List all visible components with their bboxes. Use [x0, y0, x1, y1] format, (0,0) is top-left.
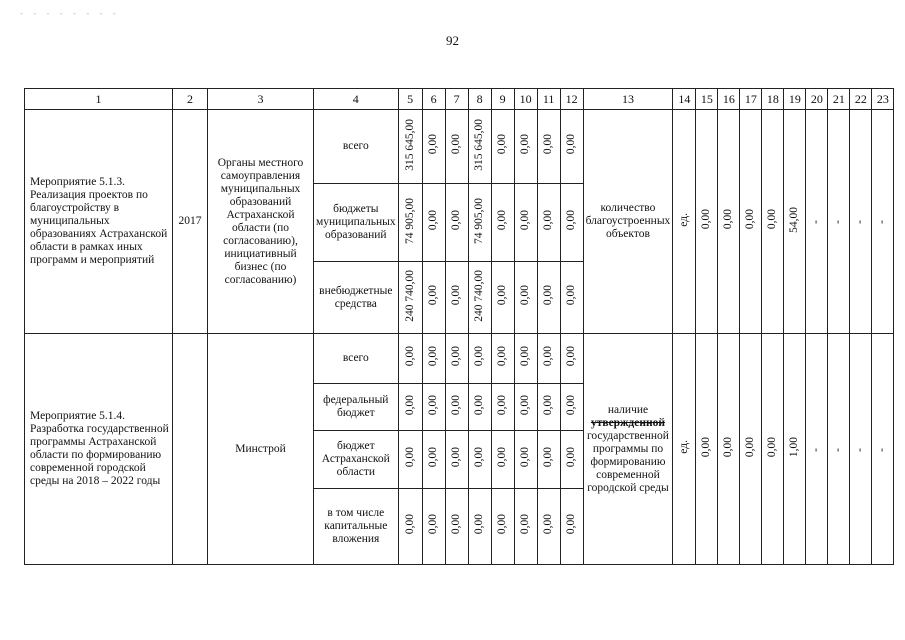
unit-text: ед. — [677, 440, 690, 454]
funding-source-cell: бюджет Астраханской области — [314, 431, 399, 489]
unit-text: ед. — [677, 212, 690, 227]
column-header: 13 — [583, 89, 673, 110]
value-text: 0,00 — [519, 514, 532, 535]
column-header: 8 — [468, 89, 491, 110]
program-table — [24, 88, 894, 565]
value-text: 0,00 — [519, 134, 532, 155]
value-cell — [514, 384, 537, 431]
value-cell — [560, 384, 583, 431]
target-cell — [762, 334, 784, 565]
value-text: 0,00 — [450, 285, 463, 306]
value-cell — [468, 431, 491, 489]
value-cell — [422, 384, 445, 431]
target-cell — [806, 334, 828, 565]
column-header: 1 — [25, 89, 173, 110]
target-text: - — [876, 220, 889, 224]
value-text: 0,00 — [473, 346, 486, 367]
target-cell — [740, 110, 762, 334]
value-cell — [398, 262, 422, 334]
column-header: 2 — [173, 89, 208, 110]
value-text: 0,00 — [450, 394, 463, 416]
column-header: 21 — [828, 89, 850, 110]
value-cell — [537, 110, 560, 184]
column-header: 20 — [806, 89, 828, 110]
indicator-cell: количество благоустроенных объектов — [583, 110, 673, 334]
table-row — [25, 110, 894, 184]
column-header: 10 — [514, 89, 537, 110]
value-cell — [468, 110, 491, 184]
value-cell — [422, 334, 445, 384]
value-cell — [398, 431, 422, 489]
value-text: 0,00 — [473, 514, 486, 535]
value-text: 0,00 — [496, 346, 509, 367]
value-text: 0,00 — [496, 447, 509, 468]
target-cell — [828, 334, 850, 565]
value-text: 0,00 — [519, 210, 532, 231]
executor-cell: Органы местного самоуправления муниципальных образований Астраханской области (по согласованию), инициативный бизнес (по согласованию) — [208, 110, 314, 334]
value-cell — [445, 262, 468, 334]
indicator-struck-word: утвержденной — [590, 416, 665, 429]
target-text: 0,00 — [744, 436, 757, 458]
value-text: 0,00 — [542, 285, 555, 306]
target-cell — [718, 110, 740, 334]
target-cell — [696, 110, 718, 334]
value-cell — [514, 489, 537, 565]
indicator-prefix: наличие — [607, 403, 649, 416]
column-header: 7 — [445, 89, 468, 110]
value-cell — [560, 262, 583, 334]
value-text: 240 740,00 — [473, 269, 486, 322]
value-text: 0,00 — [403, 346, 416, 367]
value-cell — [491, 262, 514, 334]
column-header: 3 — [208, 89, 314, 110]
target-cell — [784, 110, 806, 334]
value-cell — [468, 334, 491, 384]
value-text: 0,00 — [519, 394, 532, 416]
measure-cell: Мероприятие 5.1.3. Реализация проектов по благоустройству в муниципальных образованиях Астраханской области в рамках иных программ и мероприятий — [25, 110, 173, 334]
year-cell: 2017 — [173, 110, 208, 334]
value-text: 0,00 — [496, 285, 509, 306]
value-cell — [491, 489, 514, 565]
target-cell — [872, 110, 894, 334]
funding-source-cell: всего — [314, 334, 399, 384]
value-cell — [514, 184, 537, 262]
value-cell — [514, 334, 537, 384]
value-text: 315 645,00 — [473, 118, 486, 171]
value-cell — [398, 110, 422, 184]
target-text: - — [832, 447, 845, 452]
unit-cell — [673, 110, 696, 334]
value-text: 0,00 — [542, 447, 555, 468]
value-text: 0,00 — [496, 394, 509, 416]
value-text: 0,00 — [565, 134, 578, 155]
measure-cell: Мероприятие 5.1.4. Разработка государственной программы Астраханской области по формированию современной городской среды на 2018 – 2022 годы — [25, 334, 173, 565]
value-cell — [422, 489, 445, 565]
value-text: 0,00 — [450, 134, 463, 155]
value-cell — [514, 110, 537, 184]
target-text: - — [854, 220, 867, 224]
column-header: 19 — [784, 89, 806, 110]
value-text: 0,00 — [542, 346, 555, 367]
value-cell — [560, 334, 583, 384]
value-cell — [468, 262, 491, 334]
column-header: 4 — [314, 89, 399, 110]
target-text: 54,00 — [788, 206, 801, 233]
value-text: 0,00 — [450, 514, 463, 535]
target-text: - — [876, 447, 889, 452]
value-cell — [422, 184, 445, 262]
value-cell — [514, 431, 537, 489]
value-text: 0,00 — [427, 447, 440, 468]
value-cell — [445, 431, 468, 489]
target-cell — [740, 334, 762, 565]
value-cell — [468, 384, 491, 431]
value-text: 0,00 — [542, 514, 555, 535]
value-text: 0,00 — [473, 394, 486, 416]
value-text: 0,00 — [496, 210, 509, 231]
value-cell — [398, 384, 422, 431]
value-cell — [537, 431, 560, 489]
funding-source-cell: федеральный бюджет — [314, 384, 399, 431]
value-cell — [491, 184, 514, 262]
target-cell — [784, 334, 806, 565]
value-text: 0,00 — [427, 285, 440, 306]
value-text: 0,00 — [565, 210, 578, 231]
target-text: 0,00 — [722, 436, 735, 458]
unit-cell — [673, 334, 696, 565]
value-text: 0,00 — [450, 346, 463, 367]
target-cell — [850, 334, 872, 565]
page-number: 92 — [446, 33, 459, 48]
target-cell — [696, 334, 718, 565]
column-header: 23 — [872, 89, 894, 110]
executor-cell: Минстрой — [208, 334, 314, 565]
target-text: 0,00 — [766, 209, 779, 230]
target-cell — [806, 110, 828, 334]
value-text: 0,00 — [450, 210, 463, 231]
value-cell — [491, 334, 514, 384]
value-text: 0,00 — [427, 514, 440, 535]
value-cell — [537, 334, 560, 384]
value-cell — [491, 431, 514, 489]
column-header: 14 — [673, 89, 696, 110]
value-text: 0,00 — [427, 394, 440, 416]
target-text: 0,00 — [744, 209, 757, 230]
column-header: 5 — [398, 89, 422, 110]
value-text: 0,00 — [403, 447, 416, 468]
value-text: 0,00 — [427, 210, 440, 231]
column-header: 12 — [560, 89, 583, 110]
funding-source-cell: всего — [314, 110, 399, 184]
value-text: 0,00 — [519, 447, 532, 468]
value-text: 0,00 — [450, 447, 463, 468]
value-text: 0,00 — [565, 514, 578, 535]
value-text: 240 740,00 — [403, 269, 416, 322]
target-text: 1,00 — [788, 436, 801, 458]
value-text: 315 645,00 — [403, 118, 416, 171]
value-text: 0,00 — [542, 210, 555, 231]
target-cell — [762, 110, 784, 334]
value-cell — [560, 110, 583, 184]
target-cell — [850, 110, 872, 334]
target-cell — [872, 334, 894, 565]
value-cell — [422, 431, 445, 489]
column-header: 15 — [696, 89, 718, 110]
value-cell — [537, 384, 560, 431]
value-cell — [468, 184, 491, 262]
target-text: - — [854, 447, 867, 452]
target-cell — [718, 334, 740, 565]
value-text: 0,00 — [542, 394, 555, 416]
column-header: 9 — [491, 89, 514, 110]
value-text: 0,00 — [496, 134, 509, 155]
value-cell — [491, 384, 514, 431]
target-cell — [828, 110, 850, 334]
value-cell — [537, 184, 560, 262]
value-cell — [491, 110, 514, 184]
target-text: 0,00 — [722, 209, 735, 230]
column-header: 6 — [422, 89, 445, 110]
value-cell — [537, 489, 560, 565]
target-text: 0,00 — [700, 436, 713, 458]
column-header: 11 — [537, 89, 560, 110]
value-cell — [398, 334, 422, 384]
value-text: 0,00 — [519, 285, 532, 306]
value-text: 0,00 — [427, 134, 440, 155]
header-row — [25, 89, 894, 110]
value-text: 0,00 — [519, 346, 532, 367]
target-text: - — [810, 220, 823, 224]
value-cell — [468, 489, 491, 565]
value-cell — [445, 384, 468, 431]
value-text: 0,00 — [542, 134, 555, 155]
funding-source-cell: бюджеты муниципальных образований — [314, 184, 399, 262]
value-text: 74 905,00 — [403, 197, 416, 244]
value-text: 0,00 — [403, 514, 416, 535]
value-text: 74 905,00 — [473, 197, 486, 244]
value-cell — [537, 262, 560, 334]
column-header: 22 — [850, 89, 872, 110]
value-text: 0,00 — [565, 447, 578, 468]
value-cell — [560, 489, 583, 565]
value-text: 0,00 — [565, 346, 578, 367]
target-text: 0,00 — [766, 436, 779, 458]
year-cell — [173, 334, 208, 565]
value-cell — [560, 184, 583, 262]
target-text: - — [832, 220, 845, 224]
value-cell — [445, 184, 468, 262]
target-text: - — [810, 447, 823, 452]
value-cell — [422, 262, 445, 334]
target-text: 0,00 — [700, 209, 713, 230]
column-header: 16 — [718, 89, 740, 110]
value-cell — [398, 184, 422, 262]
value-text: 0,00 — [403, 394, 416, 416]
table-row — [25, 334, 894, 384]
indicator-rest: государственной программы по формированию современной городской среды — [586, 429, 669, 494]
funding-source-cell: внебюджетные средства — [314, 262, 399, 334]
value-cell — [560, 431, 583, 489]
value-cell — [445, 489, 468, 565]
value-cell — [445, 334, 468, 384]
funding-source-cell: в том числе капитальные вложения — [314, 489, 399, 565]
column-header: 18 — [762, 89, 784, 110]
value-text: 0,00 — [473, 447, 486, 468]
value-text: 0,00 — [496, 514, 509, 535]
value-text: 0,00 — [427, 346, 440, 367]
value-cell — [398, 489, 422, 565]
value-cell — [445, 110, 468, 184]
value-cell — [422, 110, 445, 184]
indicator-cell — [583, 334, 673, 565]
value-cell — [514, 262, 537, 334]
scan-artifact: - - - - - - - - — [20, 8, 120, 18]
column-header: 17 — [740, 89, 762, 110]
value-text: 0,00 — [565, 285, 578, 306]
value-text: 0,00 — [565, 394, 578, 416]
